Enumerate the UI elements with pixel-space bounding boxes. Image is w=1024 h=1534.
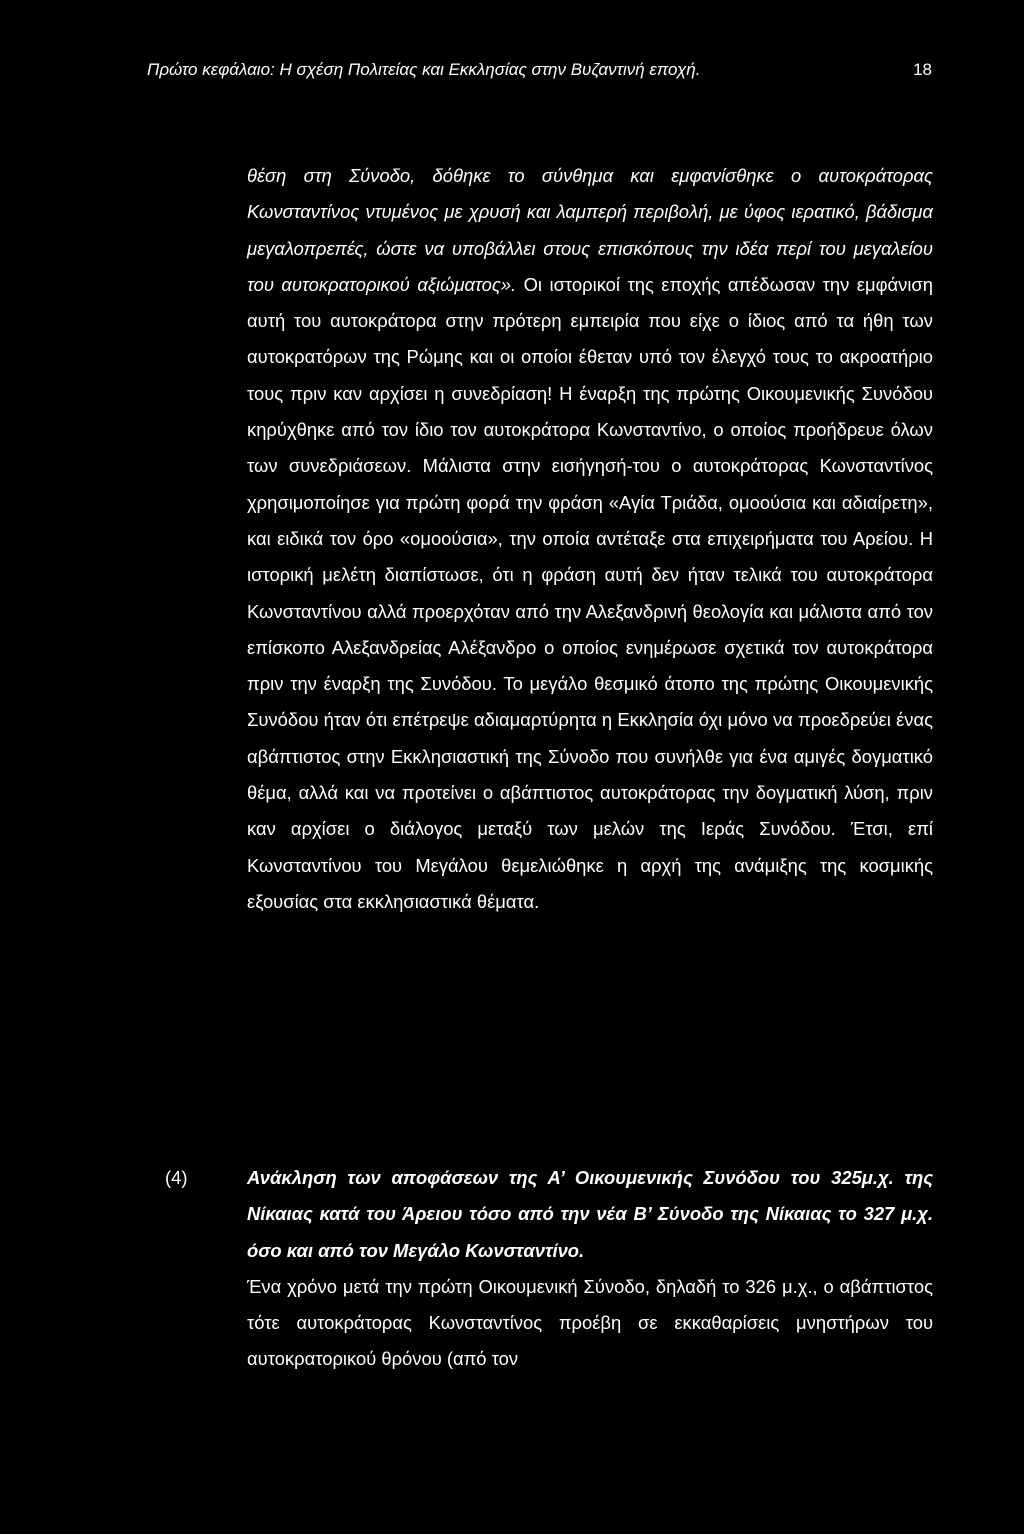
running-header — [147, 60, 932, 90]
section-content — [247, 1160, 933, 1378]
paragraph-text: Οι ιστορικοί της εποχής απέδωσαν την εμφάνιση αυτή του αυτοκράτορα στην πρότερη εμπειρία που είχε ο ίδιος από τα ήθη των αυτοκρατόρων της Ρώμης και οι οποίοι έθεταν υπό τον έλεγχό τους το ακροατήριο τους πριν καν αρχίσει η συνεδρίαση! Η έναρξη της πρώτης Οικουμενικής Συνόδου κηρύχθηκε από τον ίδιο τον αυτοκράτορα Κωνσταντίνο, ο οποίος προήδρευε όλων των συνεδριάσεων. Μάλιστα στην εισήγησή-του ο αυτοκράτορας Κωνσταντίνος χρησιμοποίησε για πρώτη φορά την φράση «Αγία Τριάδα, ομοούσια και αδιαίρετη», και ειδικά τον όρο «ομοούσια», την οποία αντέταξε στα επιχειρήματα του Αρείου. Η ιστορική μελέτη διαπίστωσε, ότι η φράση αυτή δεν ήταν τελικά του αυτοκράτορα Κωνσταντίνου αλλά προερχόταν από την Αλεξανδρινή θεολογία και μάλιστα από τον επίσκοπο Αλεξανδρείας Αλέξανδρο ο οποίος ενημέρωσε σχετικά τον αυτοκράτορα πριν την έναρξη της Συνόδου. Το μεγάλο θεσμικό άτοπο της πρώτης Οικουμενικής Συνόδου ήταν ότι επέτρεψε αδιαμαρτύρητα η Εκκλησία όχι μόνο να προεδρεύει ένας αβάπτιστος στην Εκκλησιαστική της Σύνοδο που συνήλθε για ένα αμιγές δογματικό θέμα, αλλά και να προτείνει ο αβάπτιστος αυτοκράτορας την δογματική λύση, πριν καν αρχίσει ο διάλογος μεταξύ των μελών της Ιεράς Συνόδου. Έτσι, επί Κωνσταντίνου του Μεγάλου θεμελιώθηκε η αρχή της ανάμιξης της κοσμικής εξουσίας στα εκκλησιαστικά θέματα. — [247, 273, 934, 912]
page-number: 18 — [913, 60, 932, 79]
section-text: Ένα χρόνο μετά την πρώτη Οικουμενική Σύνοδο, δηλαδή το 326 μ.χ., ο αβάπτιστος τότε αυτοκράτορας Κωνσταντίνος προέβη σε εκκαθαρίσεις μνηστήρων του αυτοκρατορικού θρόνου (από τον — [247, 1275, 933, 1370]
body-paragraph — [247, 158, 933, 920]
chapter-title: Πρώτο κεφάλαιο: Η σχέση Πολιτείας και Εκκλησίας στην Βυζαντινή εποχή. — [147, 60, 701, 79]
quoted-passage: θέση στη Σύνοδο, δόθηκε το σύνθημα και εμφανίσθηκε ο αυτοκράτορας Κωνσταντίνος ντυμένος με χρυσή και λαμπερή περιβολή, με ύφος ιερατικό, βάδισμα μεγαλοπρεπές, ώστε να υποβάλλει στους επισκόπους την ιδέα περί του μεγαλείου του αυτοκρατορικού αξιώματος». — [247, 165, 933, 295]
numbered-section — [165, 1160, 933, 1378]
section-heading: Ανάκληση των αποφάσεων της Α’ Οικουμενικής Συνόδου του 325μ.χ. της Νίκαιας κατά του Άρειου τόσο από την νέα Β’ Σύνοδο της Νίκαιας το 327 μ.χ. όσο και από τον Μεγάλο Κωνσταντίνο. — [247, 1167, 933, 1261]
section-number: (4) — [165, 1167, 188, 1188]
